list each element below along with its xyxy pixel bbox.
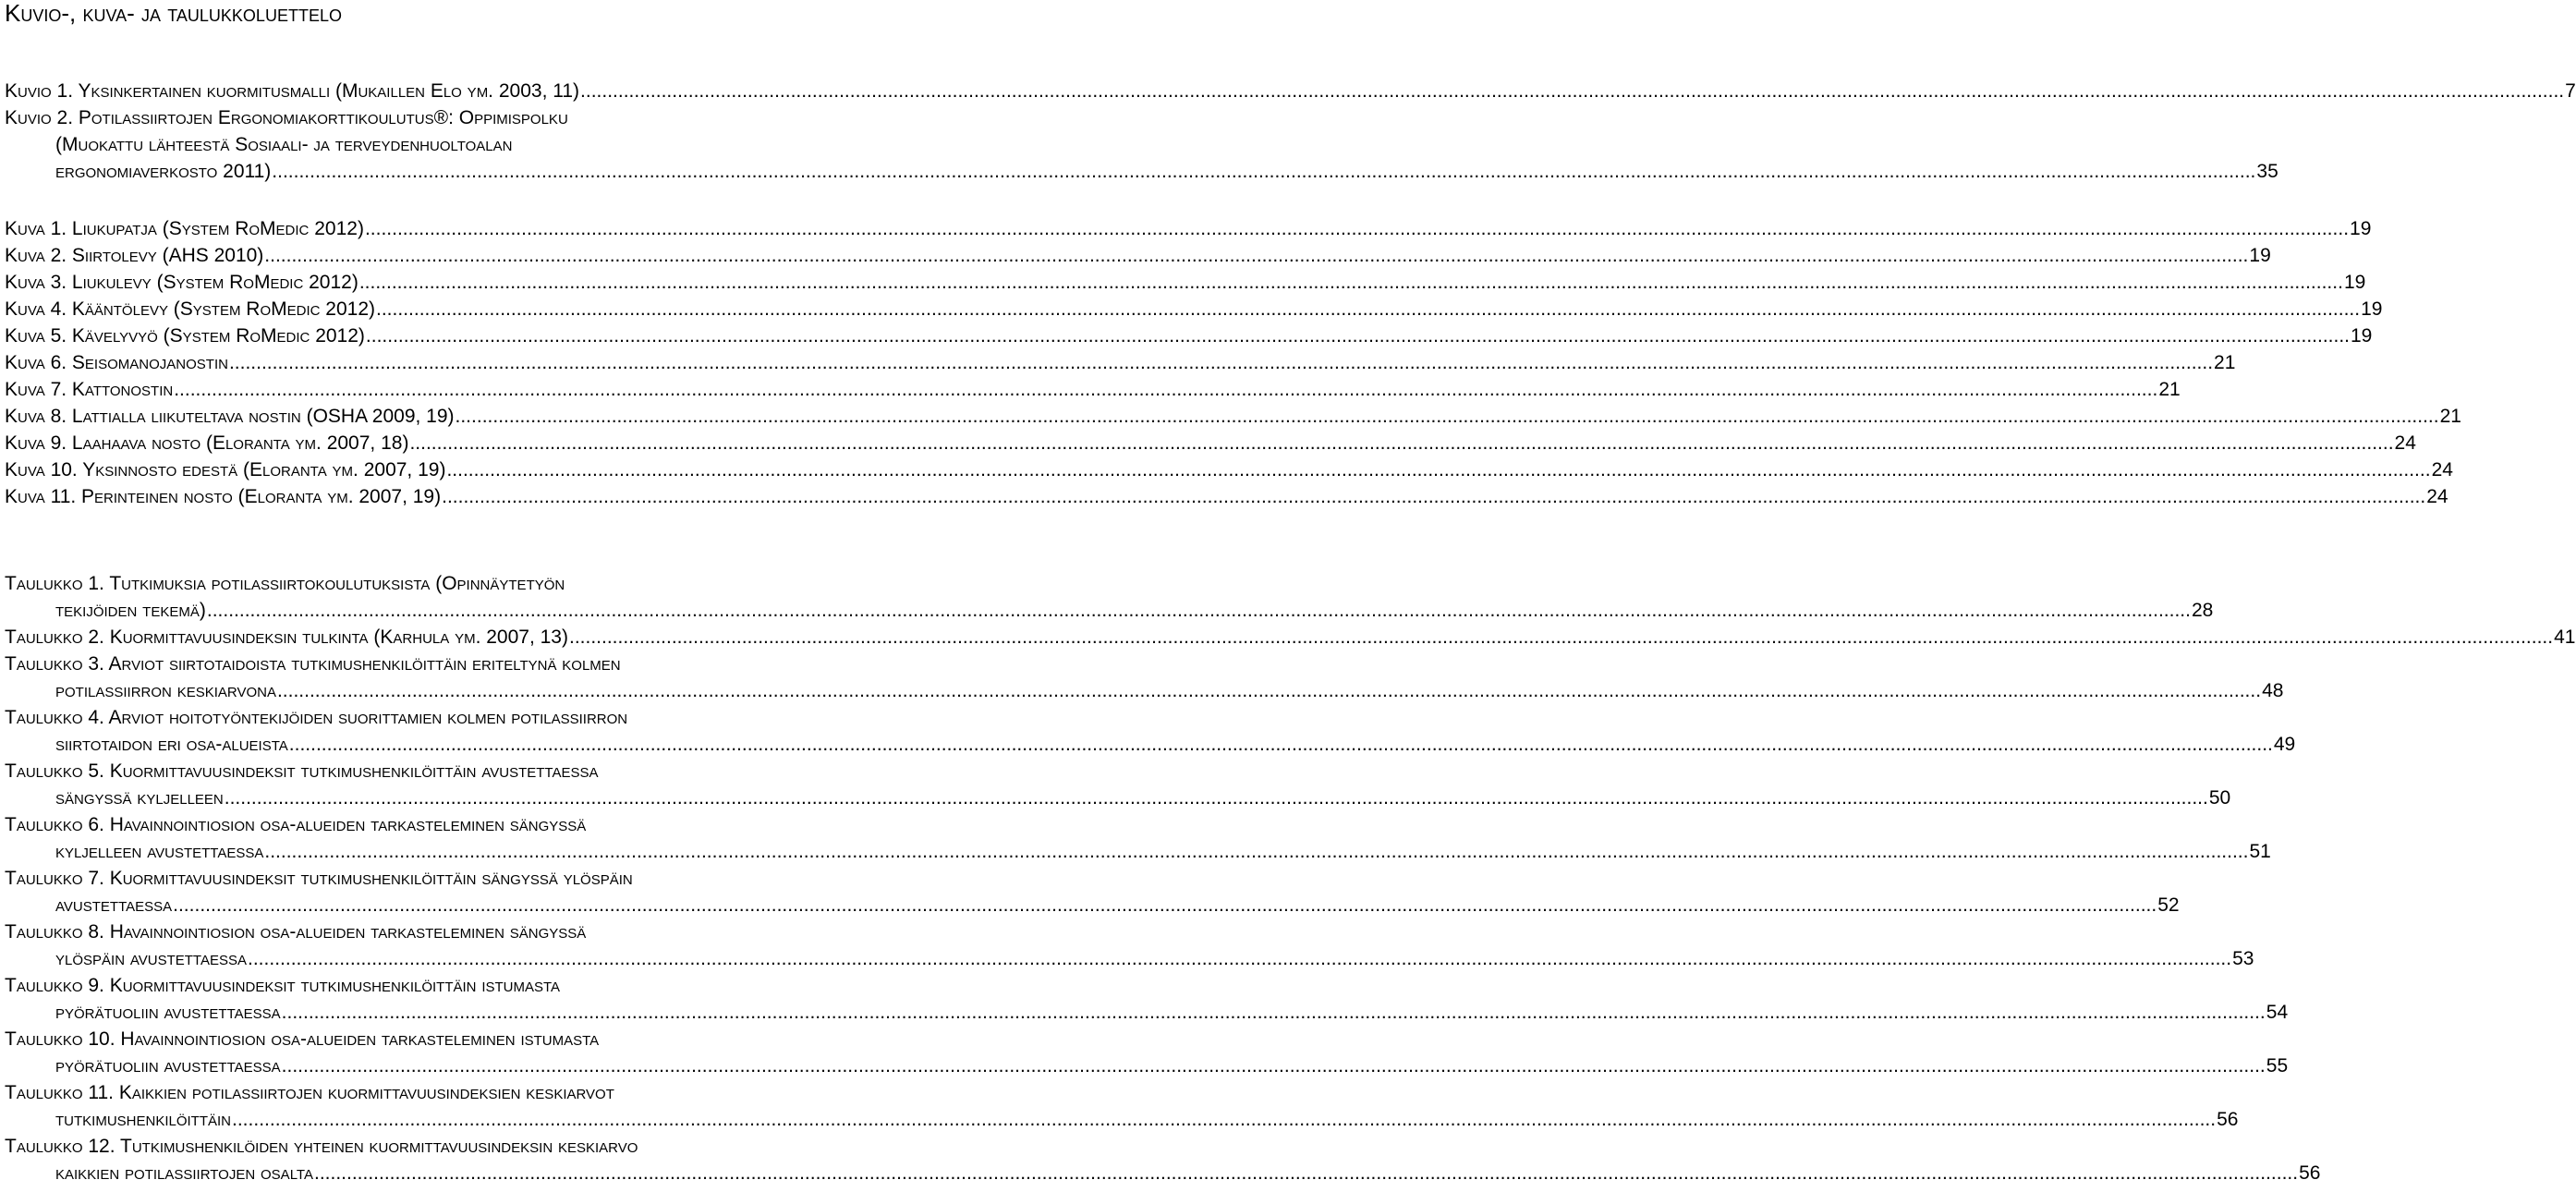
- page-number: 19: [2351, 325, 2373, 347]
- entry-text: Kuva 11. Perinteinen nosto (Eloranta ym. 2007, 19): [5, 486, 442, 507]
- page-number: 19: [2343, 272, 2366, 293]
- dot-leader: ................................................................................................................................................................................................................................................................................................................................................................................: [365, 325, 2350, 347]
- page-number: 56: [2217, 1109, 2239, 1130]
- entry-title-last-line: [5, 624, 2576, 651]
- figure-entry[interactable]: [5, 78, 2576, 104]
- entry-title-last-line: [5, 158, 2278, 185]
- entry-text: tekijöiden tekemä): [55, 600, 206, 621]
- entry-text: potilassiirron keskiarvona: [55, 680, 276, 701]
- entry-title-line: [5, 811, 883, 838]
- page-number: 19: [2249, 245, 2271, 266]
- page-number: 24: [2431, 459, 2453, 480]
- dot-leader: ................................................................................................................................................................................................................................................................................................................................................................................: [313, 1162, 2299, 1184]
- table-entry[interactable]: [5, 865, 2180, 918]
- entry-text: pyörätuoliin avustettaessa: [55, 1002, 281, 1023]
- image-entry[interactable]: [5, 483, 2448, 510]
- entry-text: Taulukko 5. Kuormittavuusindeksit tutkimushenkilöittäin avustettaessa: [5, 760, 599, 782]
- figure-entry[interactable]: [5, 104, 2278, 185]
- entry-text: Taulukko 12. Tutkimushenkilöiden yhteinen kuormittavuusindeksin keskiarvo: [5, 1136, 638, 1157]
- entry-title-line: [5, 1133, 883, 1160]
- image-entry[interactable]: [5, 456, 2453, 483]
- page-number: 28: [2191, 600, 2214, 621]
- entry-text: Taulukko 11. Kaikkien potilassiirtojen kuormittavuusindeksien keskiarvot: [5, 1082, 614, 1103]
- entry-text: avustettaessa: [55, 894, 173, 916]
- dot-leader: ................................................................................................................................................................................................................................................................................................................................................................................: [276, 680, 2262, 701]
- entry-title-last-line: [5, 1052, 2289, 1079]
- dot-leader: ................................................................................................................................................................................................................................................................................................................................................................................: [272, 161, 2256, 182]
- page-number: 24: [2426, 486, 2448, 507]
- entry-title-line: [5, 758, 883, 785]
- image-entry[interactable]: [5, 296, 2383, 322]
- table-entry[interactable]: [5, 570, 2214, 624]
- page-number: 21: [2439, 406, 2461, 427]
- entry-title-line: [5, 570, 883, 597]
- entry-title-last-line: [5, 1106, 2239, 1133]
- entry-text: Kuva 1. Liukupatja (System RoMedic 2012): [5, 218, 364, 239]
- dot-leader: ................................................................................................................................................................................................................................................................................................................................................................................: [228, 352, 2214, 373]
- dot-leader: ................................................................................................................................................................................................................................................................................................................................................................................: [281, 1055, 2266, 1076]
- image-entry[interactable]: [5, 322, 2373, 349]
- entry-text: Kuvio 1. Yksinkertainen kuormitusmalli (Mukaillen Elo ym. 2003, 11): [5, 80, 580, 102]
- entry-title-line: [5, 918, 883, 945]
- entry-text: (Muokattu lähteestä Sosiaali- ja terveydenhuoltoalan: [55, 134, 513, 155]
- image-entry[interactable]: [5, 242, 2271, 269]
- table-entry[interactable]: [5, 624, 2576, 651]
- entry-title-last-line: [5, 785, 2231, 811]
- entry-text: tutkimushenkilöittäin: [55, 1109, 232, 1130]
- entry-text: Taulukko 4. Arviot hoitotyöntekijöiden suorittamien kolmen potilassiirron: [5, 707, 628, 728]
- entry-text: Kuva 2. Siirtolevy (AHS 2010): [5, 245, 264, 266]
- entry-title-last-line: [5, 78, 2576, 104]
- dot-leader: ................................................................................................................................................................................................................................................................................................................................................................................: [281, 1002, 2266, 1023]
- entry-title-line: [5, 704, 883, 731]
- entry-text: pyörätuoliin avustettaessa: [55, 1055, 281, 1076]
- entry-title-last-line: [5, 597, 2214, 624]
- dot-leader: ................................................................................................................................................................................................................................................................................................................................................................................: [442, 486, 2426, 507]
- entry-text: Taulukko 9. Kuormittavuusindeksit tutkimushenkilöittäin istumasta: [5, 975, 561, 996]
- entry-text: Kuva 7. Kattonostin: [5, 379, 174, 400]
- dot-leader: ................................................................................................................................................................................................................................................................................................................................................................................: [376, 298, 2361, 320]
- dot-leader: ................................................................................................................................................................................................................................................................................................................................................................................: [358, 272, 2343, 293]
- page-number: 50: [2208, 787, 2231, 809]
- entry-title-last-line: [5, 731, 2296, 758]
- entry-title-last-line: [5, 242, 2271, 269]
- page-number: 7: [2565, 80, 2576, 102]
- image-entry[interactable]: [5, 430, 2416, 456]
- page-number: 48: [2262, 680, 2284, 701]
- entry-title-last-line: [5, 1160, 2321, 1186]
- page-number: 19: [2350, 218, 2372, 239]
- dot-leader: ................................................................................................................................................................................................................................................................................................................................................................................: [224, 787, 2208, 809]
- table-entry[interactable]: [5, 704, 2296, 758]
- page-number: 21: [2158, 379, 2181, 400]
- entry-text: Kuva 5. Kävelyvyö (System RoMedic 2012): [5, 325, 365, 347]
- page-number: 53: [2232, 948, 2254, 969]
- dot-leader: ................................................................................................................................................................................................................................................................................................................................................................................: [206, 600, 2191, 621]
- entry-text: Taulukko 2. Kuormittavuusindeksin tulkinta (Karhula ym. 2007, 13): [5, 626, 568, 648]
- entry-text: ergonomiaverkosto 2011): [55, 161, 272, 182]
- entry-text: Kuva 4. Kääntölevy (System RoMedic 2012): [5, 298, 376, 320]
- image-entry[interactable]: [5, 403, 2461, 430]
- entry-text: Kuva 8. Lattialla liikuteltava nostin (OSHA 2009, 19): [5, 406, 455, 427]
- entry-text: ylöspäin avustettaessa: [55, 948, 248, 969]
- page-number: 35: [2256, 161, 2278, 182]
- image-entry[interactable]: [5, 269, 2366, 296]
- dot-leader: ................................................................................................................................................................................................................................................................................................................................................................................: [264, 245, 2249, 266]
- page-number: 19: [2361, 298, 2383, 320]
- entry-text: siirtotaidon eri osa-alueista: [55, 734, 288, 755]
- dot-leader: ................................................................................................................................................................................................................................................................................................................................................................................: [232, 1109, 2217, 1130]
- entry-text: Kuva 6. Seisomanojanostin: [5, 352, 228, 373]
- entry-text: sängyssä kyljelleen: [55, 787, 224, 809]
- entry-title-last-line: [5, 838, 2271, 865]
- entry-title-line: [5, 131, 883, 158]
- page-number: 21: [2214, 352, 2236, 373]
- image-entry[interactable]: [5, 376, 2181, 403]
- entry-text: Taulukko 10. Havainnointiosion osa-alueiden tarkasteleminen istumasta: [5, 1028, 600, 1050]
- table-entry[interactable]: [5, 1133, 2321, 1186]
- entry-title-last-line: [5, 892, 2180, 918]
- entry-title-line: [5, 865, 883, 892]
- entry-title-last-line: [5, 322, 2373, 349]
- entry-title-line: [5, 651, 883, 677]
- table-entry[interactable]: [5, 972, 2289, 1026]
- dot-leader: ................................................................................................................................................................................................................................................................................................................................................................................: [173, 894, 2157, 916]
- entry-text: Taulukko 6. Havainnointiosion osa-alueiden tarkasteleminen sängyssä: [5, 814, 587, 835]
- page-number: 52: [2157, 894, 2180, 916]
- dot-leader: ................................................................................................................................................................................................................................................................................................................................................................................: [174, 379, 2158, 400]
- dot-leader: ................................................................................................................................................................................................................................................................................................................................................................................: [580, 80, 2565, 102]
- page-number: 56: [2299, 1162, 2321, 1184]
- entry-text: Taulukko 7. Kuormittavuusindeksit tutkimushenkilöittäin sängyssä ylöspäin: [5, 868, 633, 889]
- entry-title-line: [5, 972, 883, 999]
- dot-leader: ................................................................................................................................................................................................................................................................................................................................................................................: [568, 626, 2554, 648]
- table-entry[interactable]: [5, 918, 2254, 972]
- dot-leader: ................................................................................................................................................................................................................................................................................................................................................................................: [409, 432, 2394, 454]
- table-entry[interactable]: [5, 651, 2284, 704]
- entry-title-last-line: [5, 376, 2181, 403]
- entry-title-last-line: [5, 269, 2366, 296]
- entry-title-line: [5, 104, 883, 131]
- entry-title-last-line: [5, 215, 2372, 242]
- entry-title-last-line: [5, 403, 2461, 430]
- dot-leader: ................................................................................................................................................................................................................................................................................................................................................................................: [288, 734, 2273, 755]
- entry-title-last-line: [5, 456, 2453, 483]
- page-number: 55: [2266, 1055, 2289, 1076]
- entry-title-last-line: [5, 999, 2289, 1026]
- entry-title-last-line: [5, 349, 2236, 376]
- entry-text: Kuva 3. Liukulevy (System RoMedic 2012): [5, 272, 358, 293]
- dot-leader: ................................................................................................................................................................................................................................................................................................................................................................................: [364, 218, 2350, 239]
- table-entry[interactable]: [5, 811, 2271, 865]
- table-entry[interactable]: [5, 1079, 2239, 1133]
- entry-title-last-line: [5, 483, 2448, 510]
- entry-title-last-line: [5, 430, 2416, 456]
- entry-text: Kuva 9. Laahaava nosto (Eloranta ym. 2007, 18): [5, 432, 409, 454]
- dot-leader: ................................................................................................................................................................................................................................................................................................................................................................................: [446, 459, 2431, 480]
- page-number: 51: [2249, 841, 2271, 862]
- page-number: 41: [2554, 626, 2576, 648]
- page-number: 49: [2273, 734, 2296, 755]
- entry-title-line: [5, 1079, 883, 1106]
- entry-text: kyljelleen avustettaessa: [55, 841, 264, 862]
- entry-title-last-line: [5, 296, 2383, 322]
- entry-text: Kuvio 2. Potilassiirtojen Ergonomiakorttikoulutus®: Oppimispolku: [5, 107, 568, 128]
- dot-leader: ................................................................................................................................................................................................................................................................................................................................................................................: [455, 406, 2439, 427]
- page-number: 54: [2266, 1002, 2289, 1023]
- dot-leader: ................................................................................................................................................................................................................................................................................................................................................................................: [264, 841, 2249, 862]
- entry-title-line: [5, 1026, 883, 1052]
- image-entry[interactable]: [5, 215, 2372, 242]
- page-number: 24: [2394, 432, 2416, 454]
- entry-text: Taulukko 1. Tutkimuksia potilassiirtokoulutuksista (Opinnäytetyön: [5, 573, 565, 594]
- entry-text: Kuva 10. Yksinnosto edestä (Eloranta ym. 2007, 19): [5, 459, 446, 480]
- dot-leader: ................................................................................................................................................................................................................................................................................................................................................................................: [248, 948, 2232, 969]
- image-entry[interactable]: [5, 349, 2236, 376]
- table-entry[interactable]: [5, 1026, 2289, 1079]
- entry-title-last-line: [5, 677, 2284, 704]
- entry-title-last-line: [5, 945, 2254, 972]
- table-entry[interactable]: [5, 758, 2231, 811]
- entry-text: Taulukko 3. Arviot siirtotaidoista tutkimushenkilöittäin eriteltynä kolmen: [5, 653, 621, 675]
- page-title: Kuvio-, kuva- ja taulukkoluettelo: [5, 0, 342, 27]
- entry-text: Taulukko 8. Havainnointiosion osa-alueiden tarkasteleminen sängyssä: [5, 921, 587, 943]
- entry-text: kaikkien potilassiirtojen osalta: [55, 1162, 313, 1184]
